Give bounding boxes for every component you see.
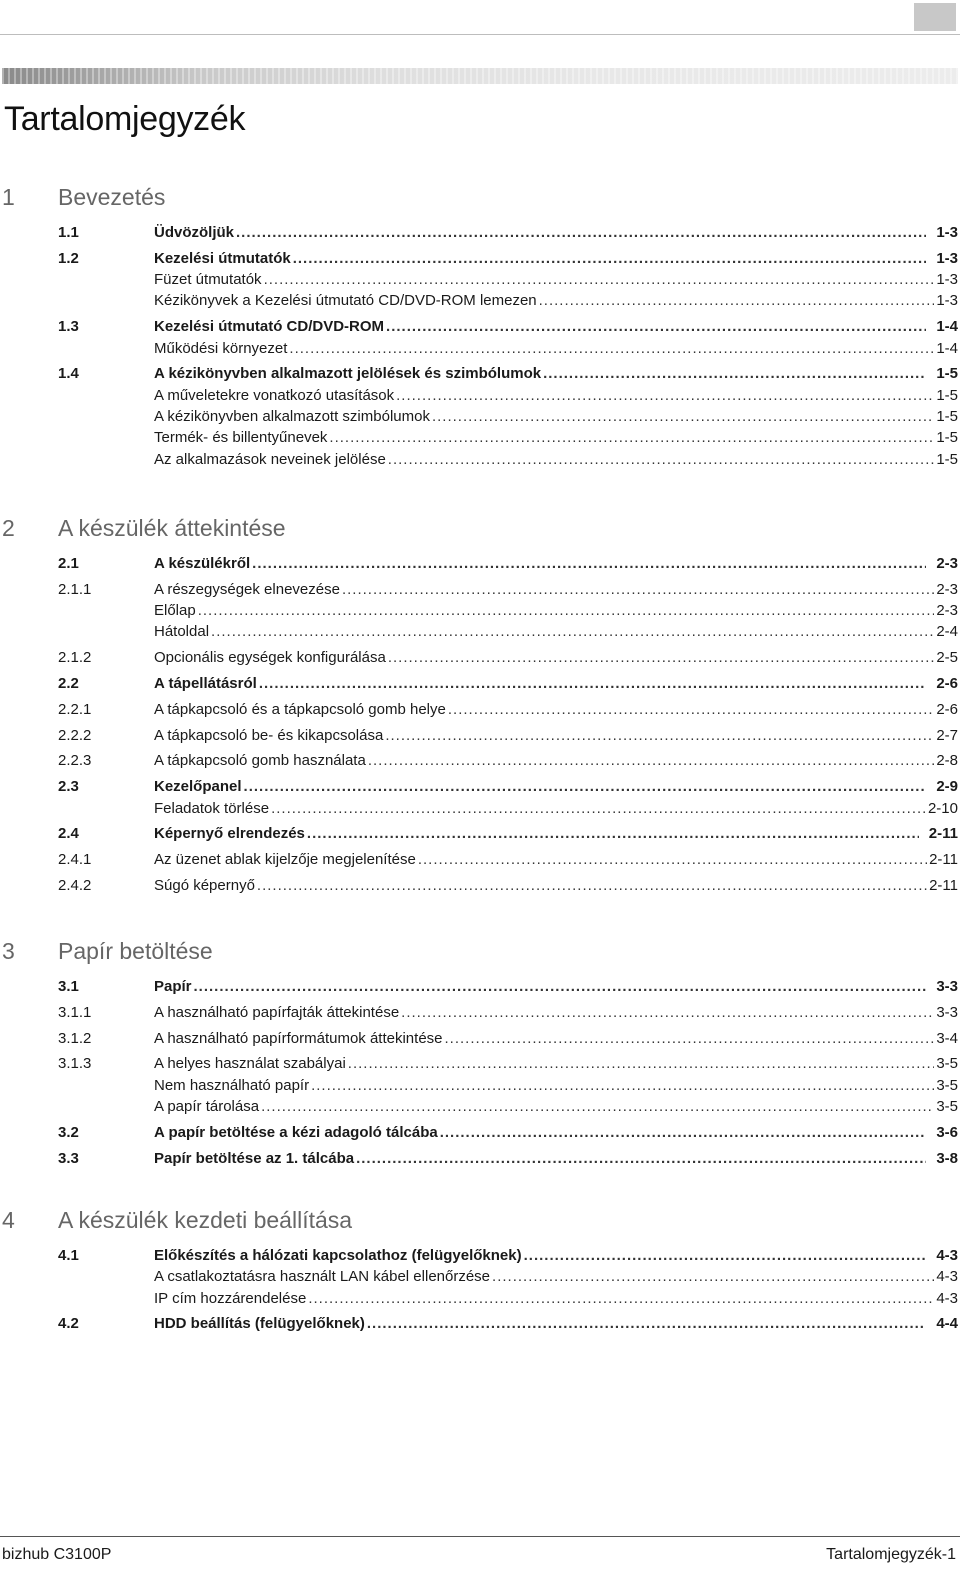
toc-dot-leader	[543, 363, 926, 385]
toc-entry-label: Súgó képernyő	[154, 876, 255, 894]
toc-dot-leader	[329, 427, 934, 449]
toc-entry-page: 2-6	[936, 700, 958, 718]
footer-page-number: Tartalomjegyzék-1	[826, 1546, 956, 1563]
toc-entry-leader	[154, 600, 958, 622]
toc-dot-leader	[293, 248, 927, 270]
toc-entry-number: 1.1	[58, 224, 79, 241]
toc-dot-leader	[252, 553, 926, 575]
toc-entry-label: HDD beállítás (felügyelőknek)	[154, 1315, 365, 1333]
toc-entry-leader	[154, 338, 958, 360]
toc-dot-leader	[432, 406, 934, 428]
toc-entry[interactable]	[58, 673, 958, 695]
toc-entry-number: 3.1.3	[58, 1055, 92, 1073]
toc-entry[interactable]	[58, 647, 958, 669]
toc-entry-leader	[154, 363, 958, 385]
toc-entry[interactable]	[58, 750, 958, 772]
toc-entry-number: 1.4	[58, 365, 79, 383]
toc-entry-number: 2.4.2	[58, 876, 92, 894]
toc-entry-page: 1-4	[936, 318, 958, 336]
toc-entry[interactable]	[58, 1245, 958, 1267]
toc-entry-leader	[154, 1245, 958, 1267]
toc-entry-number: 2.3	[58, 778, 79, 796]
toc-dot-leader	[356, 1148, 926, 1170]
toc-entry[interactable]	[58, 316, 958, 338]
toc-dot-leader	[385, 725, 934, 747]
toc-entry-label: Papír	[154, 978, 192, 995]
toc-entry-leader	[154, 385, 958, 407]
toc-entry-page: 2-3	[936, 555, 958, 572]
toc-entry[interactable]	[58, 621, 958, 643]
toc-entry-number: 2.2	[58, 675, 79, 692]
toc-entry-label: A helyes használat szabályai	[154, 1055, 346, 1073]
toc-entry-number: 2.2.1	[58, 700, 92, 718]
toc-dot-leader	[492, 1266, 934, 1288]
toc-entry-number: 2.2.2	[58, 726, 92, 744]
toc-entry-page: 2-11	[929, 876, 958, 894]
toc-entry-label: A papír betöltése a kézi adagoló tálcába	[154, 1123, 438, 1141]
toc-entry-label: Papír betöltése az 1. tálcába	[154, 1149, 355, 1167]
toc-dot-leader	[257, 875, 927, 897]
toc-entry[interactable]	[58, 248, 958, 270]
toc-entry-page: 2-5	[936, 649, 958, 667]
toc-entry[interactable]	[58, 1053, 958, 1075]
toc-entry-number: 4.2	[58, 1315, 79, 1333]
toc-dot-leader	[348, 1053, 935, 1075]
toc-entry[interactable]	[58, 290, 958, 312]
toc-entry-page: 3-4	[936, 1029, 958, 1047]
toc-entry[interactable]	[58, 1148, 958, 1170]
toc-dot-leader	[194, 976, 927, 998]
toc-entry-leader	[154, 248, 958, 270]
toc-entry-page: 1-5	[936, 450, 958, 468]
toc-entry-label: A kézikönyvben alkalmazott jelölések és szimbólumok	[154, 365, 542, 383]
chapter-title: A készülék kezdeti beállítása	[58, 1207, 353, 1233]
chapter-title: A készülék áttekintése	[58, 515, 286, 541]
toc-entry-page: 2-10	[927, 799, 958, 817]
toc-entry-label: Feladatok törlése	[154, 799, 270, 817]
toc-dot-leader	[386, 316, 926, 338]
toc-entry-number: 2.4.1	[58, 851, 92, 869]
header-band-texture	[2, 68, 958, 84]
toc-entry-page: 3-3	[936, 978, 958, 995]
toc-entry-label: Opcionális egységek konfigurálása	[154, 649, 386, 667]
toc-entry-leader	[154, 798, 958, 820]
chapter-title: Bevezetés	[58, 184, 166, 210]
toc-entry-number: 3.1.1	[58, 1003, 92, 1021]
toc-entry-label: A készülékről	[154, 555, 251, 572]
toc-entry-leader	[154, 406, 958, 428]
toc-entry-label: Nem használható papír	[154, 1076, 310, 1094]
toc-dot-leader	[401, 1002, 934, 1024]
toc-entry[interactable]	[58, 699, 958, 721]
toc-entry[interactable]	[58, 725, 958, 747]
toc-dot-leader	[524, 1245, 927, 1267]
toc-entry-page: 3-3	[936, 1003, 958, 1021]
toc-entry-number: 2.1.1	[58, 580, 92, 598]
footer-product-name: bizhub C3100P	[2, 1546, 112, 1563]
toc-entry-number: 2.1	[58, 555, 79, 572]
toc-entry-page: 2-6	[936, 675, 958, 692]
toc-entry[interactable]	[58, 875, 958, 897]
toc-dot-leader	[368, 750, 935, 772]
toc-entry[interactable]	[58, 338, 958, 360]
toc-entry-page: 2-4	[936, 623, 958, 641]
toc-entry-label: A kézikönyvben alkalmazott szimbólumok	[154, 407, 430, 425]
toc-entry-label: A papír tárolása	[154, 1098, 260, 1115]
toc-entry-leader	[154, 1313, 958, 1335]
toc-entry-label: Működési környezet	[154, 339, 288, 357]
toc-entry-leader	[154, 976, 958, 998]
toc-dot-leader	[264, 269, 935, 291]
toc-entry-number: 2.4	[58, 825, 79, 843]
toc-entry-label: IP cím hozzárendelése	[154, 1289, 307, 1307]
top-rule	[0, 34, 960, 35]
toc-entry-leader	[154, 750, 958, 772]
toc-entry-leader	[154, 1028, 958, 1050]
toc-entry-leader	[154, 647, 958, 669]
toc-entry-number: 1.2	[58, 249, 79, 267]
toc-entry-label: Az alkalmazások neveinek jelölése	[154, 450, 386, 468]
toc-entry[interactable]	[58, 1075, 958, 1097]
toc-entry-label: A tápellátásról	[154, 675, 257, 692]
toc-entry-leader	[154, 1096, 958, 1118]
toc-entry-label: Hátoldal	[154, 623, 210, 641]
toc-entry[interactable]	[58, 363, 958, 385]
chapter-number: 2	[2, 515, 15, 541]
toc-entry-page: 3-6	[936, 1123, 958, 1141]
toc-dot-leader	[342, 579, 934, 601]
toc-entry-label: Az üzenet ablak kijelzője megjelenítése	[154, 851, 416, 869]
toc-entry[interactable]	[58, 600, 958, 622]
toc-entry-page: 1-3	[936, 271, 958, 289]
chapter-number: 1	[2, 184, 15, 210]
toc-entry[interactable]	[58, 798, 958, 820]
toc-entry-leader	[154, 1053, 958, 1075]
toc-entry-leader	[154, 875, 958, 897]
toc-dot-leader	[440, 1122, 927, 1144]
toc-dot-leader	[367, 1313, 926, 1335]
toc-entry[interactable]	[58, 1313, 958, 1335]
toc-dot-leader	[388, 449, 935, 471]
toc-entry-page: 2-9	[936, 778, 958, 796]
toc-entry-page: 1-3	[936, 292, 958, 310]
page-title: Tartalomjegyzék	[4, 100, 246, 138]
toc-entry-page: 1-3	[936, 249, 958, 267]
toc-dot-leader	[445, 1028, 935, 1050]
toc-entry-page: 2-3	[936, 602, 958, 620]
toc-entry-page: 3-5	[936, 1076, 958, 1094]
toc-entry-page: 4-3	[936, 1289, 958, 1307]
toc-dot-leader	[448, 699, 934, 721]
toc-entry-label: A tápkapcsoló gomb használata	[154, 752, 366, 770]
toc-entry-page: 1-5	[936, 365, 958, 383]
toc-entry-number: 4.1	[58, 1247, 79, 1264]
toc-entry-page: 3-5	[936, 1098, 958, 1115]
toc-dot-leader	[261, 1096, 934, 1118]
toc-entry[interactable]	[58, 1266, 958, 1288]
toc-dot-leader	[539, 290, 935, 312]
toc-entry-leader	[154, 1122, 958, 1144]
toc-entry-leader	[154, 1002, 958, 1024]
toc-dot-leader	[307, 823, 919, 845]
toc-entry-label: Kezelőpanel	[154, 778, 242, 796]
footer-rule	[0, 1536, 960, 1537]
toc-entry[interactable]	[58, 1288, 958, 1310]
toc-entry-number: 2.1.2	[58, 649, 92, 667]
toc-entry-page: 1-5	[936, 386, 958, 404]
toc-dot-leader	[308, 1288, 934, 1310]
toc-entry-label: Képernyő elrendezés	[154, 825, 305, 843]
toc-dot-leader	[388, 647, 935, 669]
toc-entry-label: A használható papírfajták áttekintése	[154, 1003, 400, 1021]
toc-entry-label: Termék- és billentyűnevek	[154, 429, 328, 447]
toc-entry-leader	[154, 316, 958, 338]
toc-entry-label: A tápkapcsoló be- és kikapcsolása	[154, 726, 384, 744]
toc-dot-leader	[311, 1075, 934, 1097]
toc-entry-page: 2-11	[928, 825, 958, 843]
toc-dot-leader	[236, 222, 926, 244]
toc-entry-page: 4-3	[936, 1247, 958, 1264]
corner-marker	[914, 3, 956, 31]
toc-entry-number: 3.1.2	[58, 1029, 92, 1047]
toc-entry-page: 2-11	[929, 851, 958, 869]
toc-entry[interactable]	[58, 823, 958, 845]
toc-entry-number: 3.3	[58, 1149, 79, 1167]
toc-entry-leader	[154, 1075, 958, 1097]
toc-entry-label: Kezelési útmutatók	[154, 249, 291, 267]
toc-entry[interactable]	[58, 385, 958, 407]
toc-entry-leader	[154, 1148, 958, 1170]
toc-entry-leader	[154, 849, 958, 871]
toc-entry[interactable]	[58, 1096, 958, 1118]
toc-entry-leader	[154, 449, 958, 471]
toc-dot-leader	[289, 338, 934, 360]
chapter-number: 4	[2, 1207, 15, 1233]
toc-entry-number: 3.1	[58, 978, 79, 995]
toc-dot-leader	[396, 385, 934, 407]
toc-dot-leader	[244, 776, 927, 798]
toc-entry-leader	[154, 673, 958, 695]
toc-entry-label: Üdvözöljük	[154, 224, 235, 241]
toc-entry-page: 2-3	[936, 580, 958, 598]
toc-entry-leader	[154, 222, 958, 244]
toc-entry-label: A részegységek elnevezése	[154, 580, 340, 598]
toc-entry-page: 1-3	[936, 224, 958, 241]
toc-entry-leader	[154, 699, 958, 721]
toc-entry-label: A csatlakoztatásra használt LAN kábel ellenőrzése	[154, 1268, 491, 1286]
toc-entry[interactable]	[58, 449, 958, 471]
toc-entry-page: 1-5	[936, 407, 958, 425]
toc-entry-leader	[154, 621, 958, 643]
chapter-title: Papír betöltése	[58, 938, 213, 964]
toc-entry-leader	[154, 725, 958, 747]
toc-dot-leader	[211, 621, 934, 643]
toc-entry-leader	[154, 579, 958, 601]
toc-entry[interactable]	[58, 579, 958, 601]
toc-entry-label: Előkészítés a hálózati kapcsolathoz (felügyelőknek)	[154, 1247, 522, 1264]
toc-entry[interactable]	[58, 427, 958, 449]
toc-entry-number: 1.3	[58, 318, 79, 336]
toc-entry-number: 2.2.3	[58, 752, 92, 770]
toc-entry-leader	[154, 269, 958, 291]
toc-entry-leader	[154, 427, 958, 449]
toc-entry-leader	[154, 290, 958, 312]
toc-entry[interactable]	[58, 553, 958, 575]
toc-entry[interactable]	[58, 269, 958, 291]
toc-entry-page: 3-5	[936, 1055, 958, 1073]
toc-dot-leader	[198, 600, 935, 622]
toc-entry-label: A tápkapcsoló és a tápkapcsoló gomb helye	[154, 700, 446, 718]
toc-entry[interactable]	[58, 222, 958, 244]
toc-entry-label: Előlap	[154, 602, 196, 620]
toc-entry-label: Kézikönyvek a Kezelési útmutató CD/DVD-ROM lemezen	[154, 292, 537, 310]
toc-entry-page: 2-8	[936, 752, 958, 770]
toc-entry-page: 4-3	[936, 1268, 958, 1286]
toc-dot-leader	[271, 798, 926, 820]
toc-entry[interactable]	[58, 1122, 958, 1144]
toc-entry-label: Kezelési útmutató CD/DVD-ROM	[154, 318, 385, 336]
toc-entry-page: 4-4	[936, 1315, 958, 1333]
toc-entry-leader	[154, 553, 958, 575]
toc-entry-leader	[154, 1288, 958, 1310]
toc-entry-leader	[154, 823, 958, 845]
toc-entry[interactable]	[58, 1002, 958, 1024]
toc-entry-label: A használható papírformátumok áttekintése	[154, 1029, 443, 1047]
toc-entry[interactable]	[58, 976, 958, 998]
toc-entry-leader	[154, 1266, 958, 1288]
toc-entry-page: 3-8	[936, 1149, 958, 1167]
toc-dot-leader	[418, 849, 927, 871]
toc-entry-label: A műveletekre vonatkozó utasítások	[154, 386, 395, 404]
toc-entry-leader	[154, 776, 958, 798]
toc-entry[interactable]	[58, 1028, 958, 1050]
toc-entry[interactable]	[58, 776, 958, 798]
toc-entry-number: 3.2	[58, 1123, 79, 1141]
toc-entry-page: 2-7	[936, 726, 958, 744]
toc-entry-label: Füzet útmutatók	[154, 271, 262, 289]
toc-entry[interactable]	[58, 406, 958, 428]
chapter-number: 3	[2, 938, 15, 964]
toc-dot-leader	[259, 673, 927, 695]
toc-entry-page: 1-4	[936, 339, 958, 357]
toc-entry[interactable]	[58, 849, 958, 871]
toc-entry-page: 1-5	[936, 429, 958, 447]
